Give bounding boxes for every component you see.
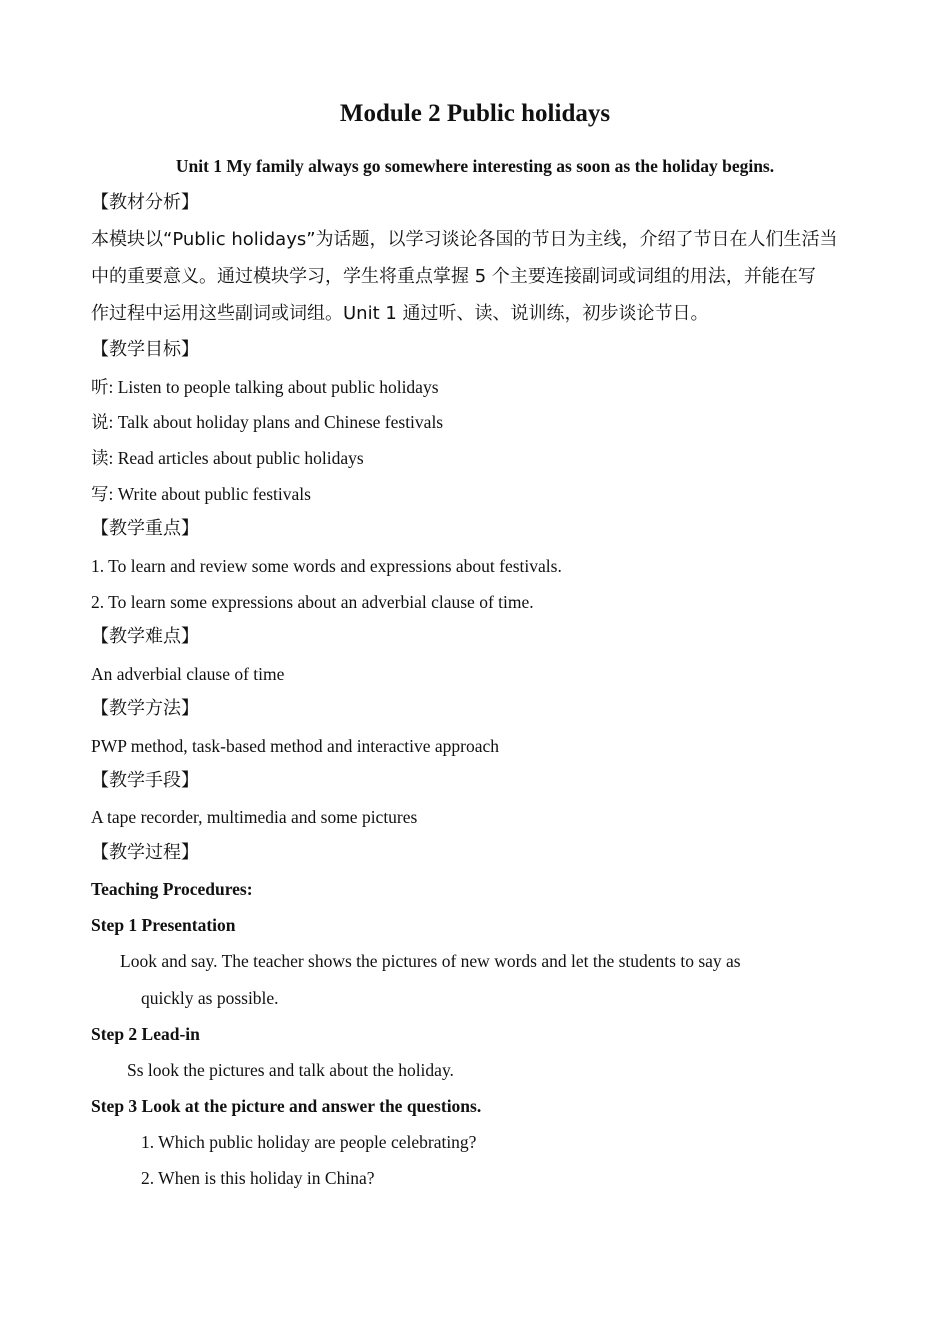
step1-line-1: Look and say. The teacher shows the pictures of new words and let the students to say as (120, 951, 741, 971)
step3-question-1: 1. Which public holiday are people celebrating? (141, 1132, 477, 1152)
objective-write: 写: Write about public festivals (91, 484, 311, 504)
page-subtitle: Unit 1 My family always go somewhere interesting as soon as the holiday begins. (175, 156, 775, 176)
methods-text: PWP method, task-based method and interactive approach (91, 736, 500, 756)
page-title: Module 2 Public holidays (339, 100, 611, 127)
analysis-heading: 【教材分析】 (91, 192, 199, 213)
analysis-line-3: 作过程中运用这些副词或词组。Unit 1 通过听、读、说训练，初步谈论节日。 (91, 303, 709, 324)
objectives-heading: 【教学目标】 (91, 339, 199, 360)
step3-question-2: 2. When is this holiday in China? (141, 1168, 375, 1188)
methods-heading: 【教学方法】 (91, 698, 199, 719)
step2-text: Ss look the pictures and talk about the holiday. (127, 1060, 454, 1080)
means-text: A tape recorder, multimedia and some pictures (91, 807, 418, 827)
step1-line-2: quickly as possible. (141, 988, 279, 1008)
procedures-label: Teaching Procedures: (91, 879, 253, 899)
means-heading: 【教学手段】 (91, 770, 199, 791)
objective-read: 读: Read articles about public holidays (91, 448, 364, 468)
step3-title: Step 3 Look at the picture and answer the questions. (91, 1096, 482, 1116)
objective-listen: 听: Listen to people talking about public holidays (91, 377, 439, 397)
difficulty-text: An adverbial clause of time (91, 664, 285, 684)
key-points-heading: 【教学重点】 (91, 518, 199, 539)
step1-title: Step 1 Presentation (91, 915, 236, 935)
analysis-line-2: 中的重要意义。通过模块学习，学生将重点掌握 5 个主要连接副词或词组的用法，并能在写 (91, 266, 816, 287)
step2-title: Step 2 Lead-in (91, 1024, 200, 1044)
key-point-1: 1. To learn and review some words and expressions about festivals. (91, 556, 562, 576)
key-point-2: 2. To learn some expressions about an adverbial clause of time. (91, 592, 534, 612)
difficulties-heading: 【教学难点】 (91, 626, 199, 647)
process-heading: 【教学过程】 (91, 842, 199, 863)
objective-speak: 说: Talk about holiday plans and Chinese festivals (91, 412, 444, 432)
analysis-line-1: 本模块以“Public holidays”为话题，以学习谈论各国的节日为主线，介绍了节日在人们生活当 (91, 229, 838, 250)
